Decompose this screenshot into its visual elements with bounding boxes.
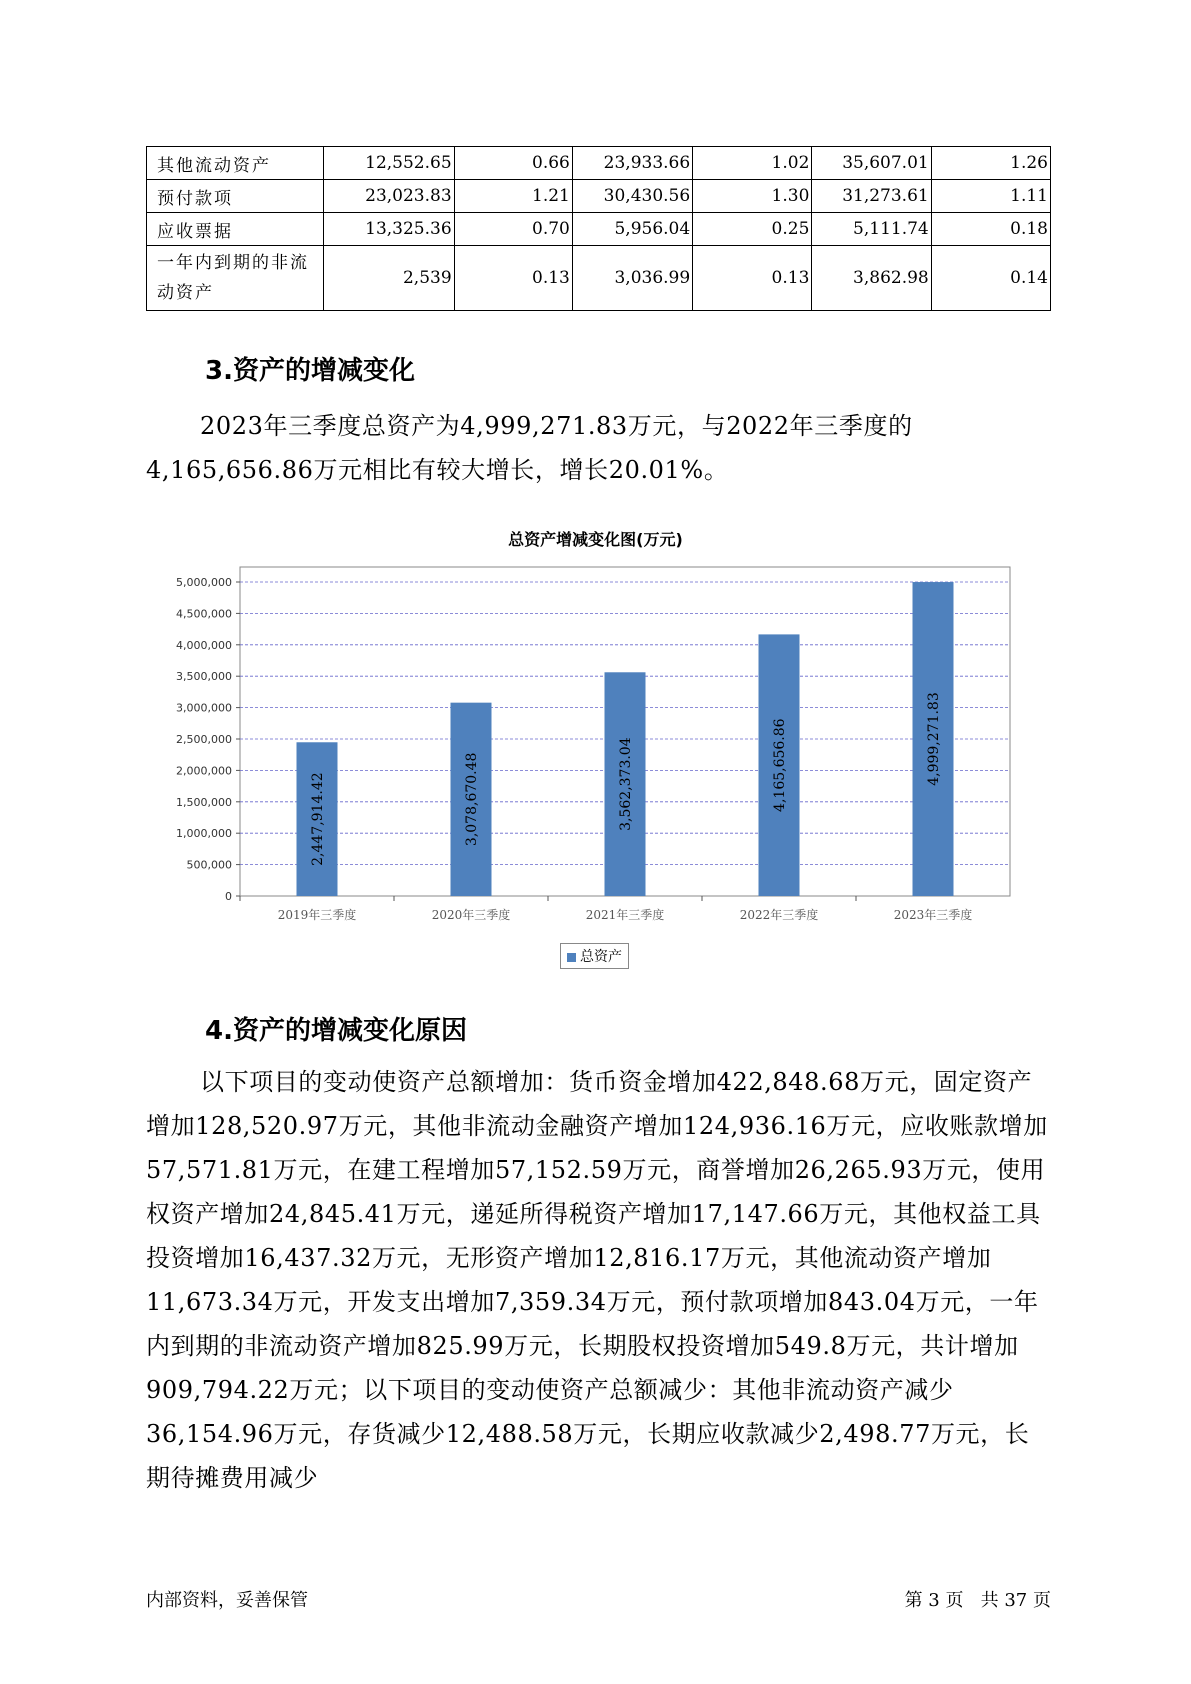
section-heading: 3.资产的增减变化 xyxy=(205,356,415,386)
y-tick-label: 3,000,000 xyxy=(176,701,232,715)
bar-data-label: 4,999,271.83 xyxy=(926,692,942,786)
table-cell: 1.02 xyxy=(693,147,812,180)
x-tick-label: 2022年三季度 xyxy=(739,908,819,922)
y-tick-label: 3,500,000 xyxy=(176,670,232,684)
row-label: 其他流动资产 xyxy=(147,147,324,180)
row-label: 预付款项 xyxy=(147,180,324,213)
y-tick-label: 1,000,000 xyxy=(176,827,232,841)
bar-data-label: 3,562,373.04 xyxy=(618,737,634,831)
table-cell: 0.18 xyxy=(931,213,1050,246)
table-cell: 12,552.65 xyxy=(323,147,454,180)
y-tick-label: 4,500,000 xyxy=(176,607,232,621)
table-row xyxy=(147,246,1051,311)
y-tick-label: 0 xyxy=(225,890,232,903)
table-cell: 3,862.98 xyxy=(812,246,931,311)
table-cell: 23,933.66 xyxy=(572,147,692,180)
y-tick-label: 5,000,000 xyxy=(176,576,232,589)
table-cell: 31,273.61 xyxy=(812,180,931,213)
section-heading: 4.资产的增减变化原因 xyxy=(205,1016,467,1046)
x-axis xyxy=(240,896,972,922)
x-tick-label: 2023年三季度 xyxy=(893,908,973,922)
table-cell: 5,111.74 xyxy=(812,213,931,246)
chart-title: 总资产增减变化图(万元) xyxy=(508,530,683,549)
x-tick-label: 2020年三季度 xyxy=(431,908,511,922)
legend-label: 总资产 xyxy=(580,949,622,965)
row-label xyxy=(147,246,324,311)
section-paragraph: 2023年三季度总资产为4,999,271.83万元，与2022年三季度的4,165,656.86万元相比有较大增长，增长20.01%。 xyxy=(146,412,913,484)
table-cell: 13,325.36 xyxy=(323,213,454,246)
y-tick-label: 500,000 xyxy=(186,858,232,872)
legend-swatch xyxy=(567,953,576,962)
table-row xyxy=(147,213,1051,246)
bar-data-label: 2,447,914.42 xyxy=(310,772,326,866)
table-cell: 2,539 xyxy=(323,246,454,311)
bar-data-label: 4,165,656.86 xyxy=(772,718,788,812)
table-cell: 1.26 xyxy=(931,147,1050,180)
y-tick-label: 1,500,000 xyxy=(176,795,232,809)
bar-data-label: 3,078,670.48 xyxy=(464,752,480,847)
table-cell: 3,036.99 xyxy=(572,246,692,311)
table-cell: 1.21 xyxy=(454,180,572,213)
bar-chart xyxy=(150,560,1020,940)
table-cell: 0.25 xyxy=(693,213,812,246)
y-tick-label: 4,000,000 xyxy=(176,638,232,652)
x-tick-label: 2021年三季度 xyxy=(585,908,665,922)
table-cell: 0.70 xyxy=(454,213,572,246)
table-cell: 1.11 xyxy=(931,180,1050,213)
table-cell: 0.66 xyxy=(454,147,572,180)
table-cell: 23,023.83 xyxy=(323,180,454,213)
y-tick-label: 2,000,000 xyxy=(176,764,232,778)
y-axis xyxy=(176,576,240,903)
asset-table xyxy=(146,146,1051,311)
table-cell: 5,956.04 xyxy=(572,213,692,246)
x-tick-label: 2019年三季度 xyxy=(277,908,357,922)
y-tick-label: 2,500,000 xyxy=(176,733,232,746)
table-cell: 1.30 xyxy=(693,180,812,213)
row-label-line2: 动资产 xyxy=(157,283,214,303)
footer-left: 内部资料，妥善保管 xyxy=(146,1590,308,1611)
row-label-line1: 一年内到期的非流 xyxy=(157,253,309,273)
table-row xyxy=(147,147,1051,180)
table-cell: 0.13 xyxy=(693,246,812,311)
table-cell: 0.14 xyxy=(931,246,1050,311)
table-cell: 30,430.56 xyxy=(572,180,692,213)
table-row xyxy=(147,180,1051,213)
footer-page-number: 第 3 页 共 37 页 xyxy=(904,1590,1051,1611)
row-label: 应收票据 xyxy=(147,213,324,246)
table-cell: 35,607.01 xyxy=(812,147,931,180)
chart-legend xyxy=(560,943,629,969)
section-paragraph: 以下项目的变动使资产总额增加：货币资金增加422,848.68万元，固定资产增加128,520.97万元，其他非流动金融资产增加124,936.16万元，应收账款增加57,571.81万元，在建工程增加57,152.59万元，商誉增加26,265.93万元，使用权资产增加24,845.41万元，递延所得税资产增加17,147.66万元，其他权益工具投资增加16,437.32万元，无形资产增加12,816.17万元，其他流动资产增加11,673.34万元，开发支出增加7,359.34万元，预付款项增加843.04万元，一年内到期的非流动资产增加825.99万元，长期股权投资增加549.8万元，共计增加909,794.22万元；以下项目的变动使资产总额减少：其他非流动资产减少36,154.96万元，存货减少12,488.58万元，长期应收款减少2,498.77万元，长期待摊费用减少 xyxy=(146,1068,1048,1492)
table-cell: 0.13 xyxy=(454,246,572,311)
